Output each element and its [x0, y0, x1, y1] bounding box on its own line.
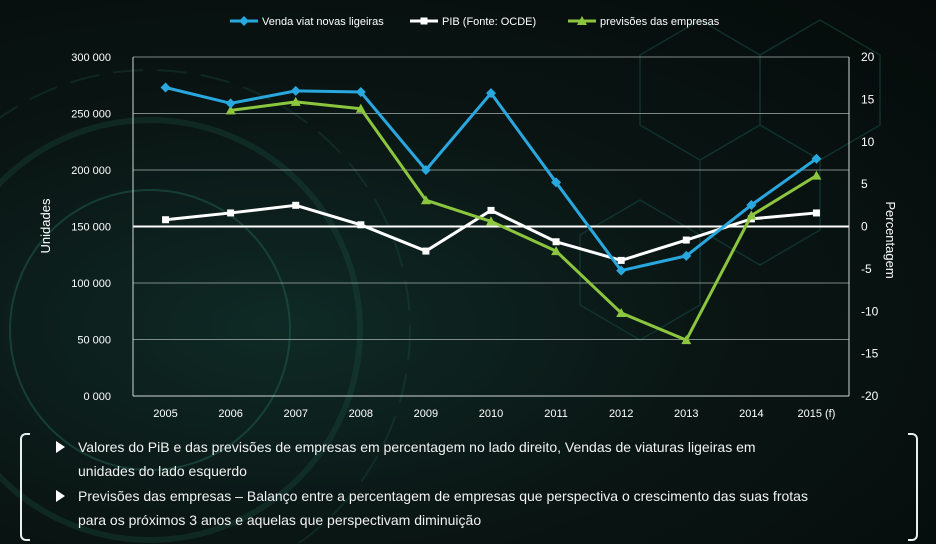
y-axis-label: Unidades	[38, 198, 53, 254]
note-text: Previsões das empresas – Balanço entre a percentagem de empresas que perspectiva o crescimento das suas frotas para os próximos 3 anos e aquelas que perspectivam diminuição	[78, 488, 808, 528]
y2-tick-label: -15	[861, 346, 879, 361]
bullet-arrow-icon	[56, 490, 65, 502]
x-tick-label: 2013	[674, 408, 699, 420]
x-tick-label: 2006	[218, 408, 243, 420]
y2-tick-label: 5	[861, 177, 868, 192]
y-tick-label: 0 000	[83, 391, 111, 403]
legend-label: previsões das empresas	[600, 16, 720, 28]
y2-axis-label: Percentagem	[883, 201, 898, 279]
x-tick-label: 2009	[413, 408, 439, 420]
y-tick-label: 200 000	[71, 165, 111, 177]
y2-tick-label: -5	[861, 261, 872, 276]
y-tick-label: 300 000	[71, 52, 111, 64]
y2-tick-label: -10	[861, 304, 879, 319]
y2-tick-label: -20	[861, 389, 879, 403]
x-tick-label: 2011	[544, 408, 568, 420]
data-point	[227, 209, 234, 216]
note-item	[78, 484, 808, 532]
legend-label: Venda viat novas ligeiras	[262, 16, 384, 28]
data-point	[813, 209, 820, 216]
legend	[230, 16, 720, 28]
y-tick-label: 50 000	[77, 334, 111, 347]
notes-bracket-left	[20, 433, 30, 541]
series-line	[166, 88, 817, 271]
data-point	[291, 86, 301, 96]
y-tick-label: 100 000	[71, 278, 111, 290]
bullet-arrow-icon	[56, 441, 65, 453]
y2-tick-label: 10	[861, 134, 875, 149]
x-tick-label: 2007	[283, 408, 308, 420]
data-point	[292, 202, 299, 209]
data-point	[421, 18, 428, 25]
data-point	[239, 16, 249, 26]
data-point	[422, 248, 429, 255]
y-tick-label: 250 000	[71, 108, 111, 121]
y2-tick-label: 15	[861, 92, 875, 107]
y2-tick-label: 0	[861, 219, 868, 234]
data-point	[357, 221, 364, 228]
axes	[71, 50, 878, 420]
x-tick-label: 2005	[153, 408, 178, 420]
note-text: Valores do PiB e das previsões de empresas em percentagem no lado direito, Vendas de viaturas ligeiras em unidades do lado esquerdo	[78, 439, 756, 479]
x-tick-label: 2015 (f)	[797, 408, 836, 420]
y-tick-label: 150 000	[71, 221, 111, 234]
note-item	[78, 435, 808, 483]
x-tick-label: 2012	[608, 408, 634, 420]
x-tick-label: 2014	[739, 408, 764, 420]
series-lines	[161, 83, 822, 345]
data-point	[162, 216, 169, 223]
x-tick-label: 2008	[348, 408, 374, 420]
data-point	[618, 257, 625, 264]
notes-bracket-right	[908, 433, 918, 541]
notes-box	[20, 433, 918, 539]
legend-label: PIB (Fonte: OCDE)	[442, 16, 537, 28]
x-tick-label: 2010	[478, 408, 504, 420]
y2-tick-label: 20	[861, 50, 875, 64]
data-point	[161, 83, 171, 93]
gridlines	[133, 57, 849, 340]
data-point	[683, 237, 690, 244]
data-point	[553, 238, 560, 245]
data-point	[811, 171, 821, 180]
data-point	[488, 207, 495, 214]
data-point	[226, 98, 236, 108]
